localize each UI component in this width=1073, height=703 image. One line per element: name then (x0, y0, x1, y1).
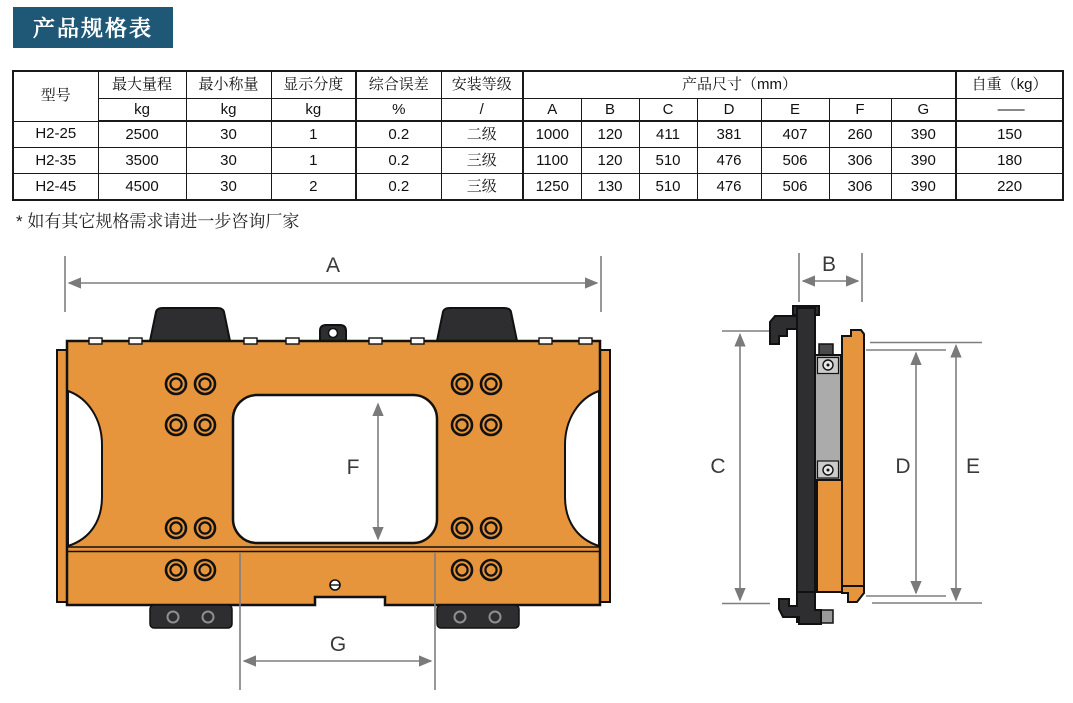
unit-kg-1: kg (98, 99, 186, 122)
table-cell: 390 (891, 174, 956, 201)
dim-label-g: G (329, 633, 347, 656)
table-cell: 411 (639, 121, 697, 148)
table-cell: 1 (271, 148, 356, 174)
dim-col-g: G (891, 99, 956, 122)
table-cell: 506 (761, 174, 829, 201)
table-cell: 30 (186, 121, 271, 148)
header-min-weighing: 最小称量 (186, 71, 271, 99)
table-cell: 390 (891, 148, 956, 174)
table-cell: 220 (956, 174, 1063, 201)
dimension-d (866, 350, 946, 596)
table-cell: H2-35 (13, 148, 98, 174)
front-view (57, 254, 610, 690)
header-max-capacity: 最大量程 (98, 71, 186, 99)
header-division: 显示分度 (271, 71, 356, 99)
table-cell: 407 (761, 121, 829, 148)
table-cell: 120 (581, 148, 639, 174)
table-cell: H2-25 (13, 121, 98, 148)
table-row (13, 174, 1063, 201)
table-cell: 二级 (441, 121, 523, 148)
table-cell: 260 (829, 121, 891, 148)
table-header-row-2 (13, 99, 1063, 122)
unit-slash: / (441, 99, 523, 122)
table-cell: 510 (639, 148, 697, 174)
right-edge-strip (600, 350, 610, 602)
upper-hook (770, 316, 797, 344)
header-weight: 自重（kg） (956, 71, 1063, 99)
top-hook-right (437, 308, 517, 341)
unit-kg-3: kg (271, 99, 356, 122)
center-tab-hole (329, 329, 338, 338)
unit-kg-2: kg (186, 99, 271, 122)
bottom-pad-right (437, 605, 519, 628)
header-dimensions: 产品尺寸（mm） (523, 71, 956, 99)
lower-hook (779, 592, 821, 624)
dim-col-e: E (761, 99, 829, 122)
dim-col-a: A (523, 99, 581, 122)
table-cell: 390 (891, 121, 956, 148)
unit-percent: % (356, 99, 441, 122)
table-cell: 0.2 (356, 148, 441, 174)
table-cell: 506 (761, 148, 829, 174)
table-cell: 3500 (98, 148, 186, 174)
dim-col-b: B (581, 99, 639, 122)
header-model: 型号 (13, 71, 98, 121)
spec-table (12, 70, 1064, 201)
table-cell: 2 (271, 174, 356, 201)
table-cell: 0.2 (356, 121, 441, 148)
table-cell: 三级 (441, 174, 523, 201)
side-view (710, 253, 982, 624)
table-cell: 306 (829, 174, 891, 201)
table-cell: 150 (956, 121, 1063, 148)
bottom-pad-left (150, 605, 232, 628)
left-edge-strip (57, 350, 67, 602)
page-title-badge: 产品规格表 (13, 7, 173, 48)
technical-drawing (0, 240, 1073, 703)
table-cell: 2500 (98, 121, 186, 148)
load-cell-screw-bottom-center (827, 469, 830, 472)
table-row (13, 148, 1063, 174)
dim-col-c: C (639, 99, 697, 122)
carriage-foot (842, 586, 864, 602)
dim-label-f: F (346, 456, 360, 479)
table-cell: 三级 (441, 148, 523, 174)
table-header-row-1 (13, 71, 1063, 99)
table-cell: 476 (697, 148, 761, 174)
weight-dash: —— (956, 99, 1063, 122)
dimension-a (65, 254, 601, 312)
dimension-e (870, 343, 982, 604)
table-cell: 130 (581, 174, 639, 201)
dim-label-a: A (325, 254, 341, 277)
table-cell: 30 (186, 174, 271, 201)
table-row (13, 121, 1063, 148)
header-error: 综合误差 (356, 71, 441, 99)
load-cell-screw-top-center (827, 364, 830, 367)
mast-bar (797, 308, 815, 622)
table-cell: 120 (581, 121, 639, 148)
table-cell: 1250 (523, 174, 581, 201)
header-install-grade: 安装等级 (441, 71, 523, 99)
table-cell: 1100 (523, 148, 581, 174)
table-cell: 1 (271, 121, 356, 148)
dim-label-e: E (965, 455, 981, 478)
table-cell: 510 (639, 174, 697, 201)
top-hook-left (150, 308, 230, 341)
dim-col-f: F (829, 99, 891, 122)
table-cell: 1000 (523, 121, 581, 148)
carriage-plate (842, 330, 864, 586)
table-cell: 0.2 (356, 174, 441, 201)
table-cell: 4500 (98, 174, 186, 201)
dim-label-b: B (821, 253, 837, 276)
note-text: * 如有其它规格需求请进一步咨询厂家 (16, 212, 300, 231)
dim-col-d: D (697, 99, 761, 122)
inner-plate (817, 480, 842, 592)
center-window (233, 395, 437, 543)
dimension-b (799, 253, 862, 302)
table-cell: 381 (697, 121, 761, 148)
dimension-c (710, 331, 770, 604)
table-cell: 306 (829, 148, 891, 174)
dim-label-c: C (710, 455, 726, 478)
table-cell: 180 (956, 148, 1063, 174)
table-cell: H2-45 (13, 174, 98, 201)
dim-label-d: D (895, 455, 911, 478)
table-cell: 30 (186, 148, 271, 174)
table-cell: 476 (697, 174, 761, 201)
